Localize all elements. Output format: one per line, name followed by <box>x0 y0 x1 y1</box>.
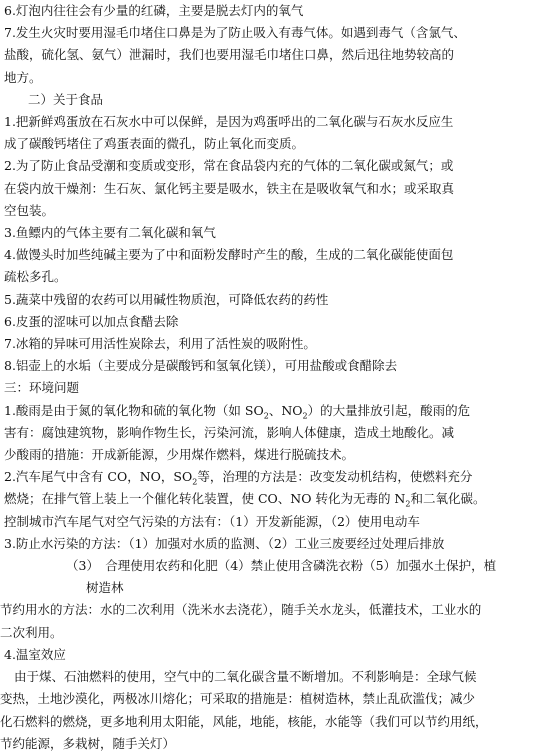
line-23 <box>0 488 541 510</box>
line-19-part-a: 1.酸雨是由于氮的氧化物和硫的氧化物（如 SO <box>4 402 264 418</box>
subscript-2: 2 <box>405 499 411 509</box>
line-14: 5.蔬菜中残留的农药可以用碱性物质泡，可降低农药的药性 <box>4 291 329 307</box>
subscript-2: 2 <box>263 411 269 421</box>
line-19-part-e: ）的大量排放引起，酸雨的危 <box>307 402 471 418</box>
line-10: 空包装。 <box>4 202 55 218</box>
line-15: 6.皮蛋的涩味可以加点食醋去除 <box>4 313 179 329</box>
line-17: 8.铝壶上的水垢（主要成分是碳酸钙和氢氧化镁），可用盐酸或食醋除去 <box>4 358 398 374</box>
subscript-2: 2 <box>192 477 198 487</box>
line-33: 化石燃料的燃烧，更多地利用太阳能，风能，地能，核能，水能等（我们可以节约用纸， <box>0 713 488 729</box>
line-16: 7.冰箱的异味可用活性炭除去，利用了活性炭的吸附性。 <box>4 336 316 352</box>
line-32: 变热，土地沙漠化，两极冰川熔化；可采取的措施是：植树造林，禁止乱砍滥伐；减少 <box>0 691 476 707</box>
line-30: 4.温室效应 <box>4 646 66 662</box>
subscript-2: 2 <box>302 411 308 421</box>
section-heading-food: 二）关于食品 <box>28 91 104 107</box>
line-6: 1.把新鲜鸡蛋放在石灰水中可以保鲜，是因为鸡蛋呼出的二氧化碳与石灰水反应生 <box>4 114 454 130</box>
line-34: 节约能源，多栽树，随手关灯） <box>0 735 176 751</box>
line-4: 地方。 <box>4 69 42 85</box>
line-21: 少酸雨的措施：开成新能源，少用煤作燃料，煤进行脱硫技术。 <box>4 447 355 463</box>
line-1: 6.灯泡内往往会有少量的红磷，主要是脱去灯内的氧气 <box>4 3 304 18</box>
line-8: 2.为了防止食品受潮和变质或变形，常在食品袋内充的气体的二氧化碳或氮气；或 <box>4 158 454 174</box>
line-25: 3.防止水污染的方法：（1）加强对水质的监测、（2）工业三废要经过处理后排放 <box>4 535 445 551</box>
line-19 <box>0 400 541 422</box>
line-24: 控制城市汽车尾气对空气污染的方法有：（1）开发新能源，（2）使用电动车 <box>4 513 420 529</box>
line-26: （3） 合理使用农药和化肥（4）禁止使用含磷洗衣粉（5）加强水土保护，植 <box>66 558 497 574</box>
line-2: 7.发生火灾时要用湿毛巾堵住口鼻是为了防止吸入有毒气体。如遇到毒气（含氯气、 <box>4 25 466 41</box>
line-31: 由于煤、石油燃料的使用，空气中的二氧化碳含量不断增加。不利影响是：全球气候 <box>14 669 477 685</box>
line-7: 成了碳酸钙堵住了鸡蛋表面的微孔，防止氧化而变质。 <box>4 136 305 152</box>
line-12: 4.做馒头时加些纯碱主要为了中和面粉发酵时产生的酸，生成的二氧化碳能使面包 <box>4 247 454 263</box>
line-28: 节约用水的方法：水的二次利用（洗米水去浇花），随手关水龙头，低灌技术，工业水的 <box>0 602 482 618</box>
line-27: 树造林 <box>86 580 124 596</box>
line-3: 盐酸，硫化氢、氨气）泄漏时，我们也要用湿毛巾堵住口鼻，然后迅往地势较高的 <box>4 47 455 63</box>
line-11: 3.鱼鳔内的气体主要有二氧化碳和氧气 <box>4 225 216 241</box>
line-19-part-c: 、NO <box>268 402 303 418</box>
line-22-part-a: 2.汽车尾气中含有 CO，NO，SO <box>4 469 193 485</box>
line-22 <box>0 466 541 488</box>
line-13: 疏松多孔。 <box>4 269 67 285</box>
section-heading-environment: 三：环境问题 <box>4 380 80 396</box>
line-9: 在袋内放干燥剂：生石灰、氯化钙主要是吸水，铁主在是吸收氧气和水；或采取真 <box>4 180 455 196</box>
line-22-part-c: 等，治理的方法是：改变发动机结构，使燃料充分 <box>197 469 473 485</box>
line-23-part-c: 和二氧化碳。 <box>410 491 486 507</box>
line-29: 二次利用。 <box>0 624 63 640</box>
line-23-part-a: 燃烧；在排气管上装上一个催化转化装置，使 CO、NO 转化为无毒的 N <box>4 491 406 507</box>
line-20: 害有：腐蚀建筑物，影响作物生长，污染河流，影响人体健康，造成土地酸化。减 <box>4 424 455 440</box>
